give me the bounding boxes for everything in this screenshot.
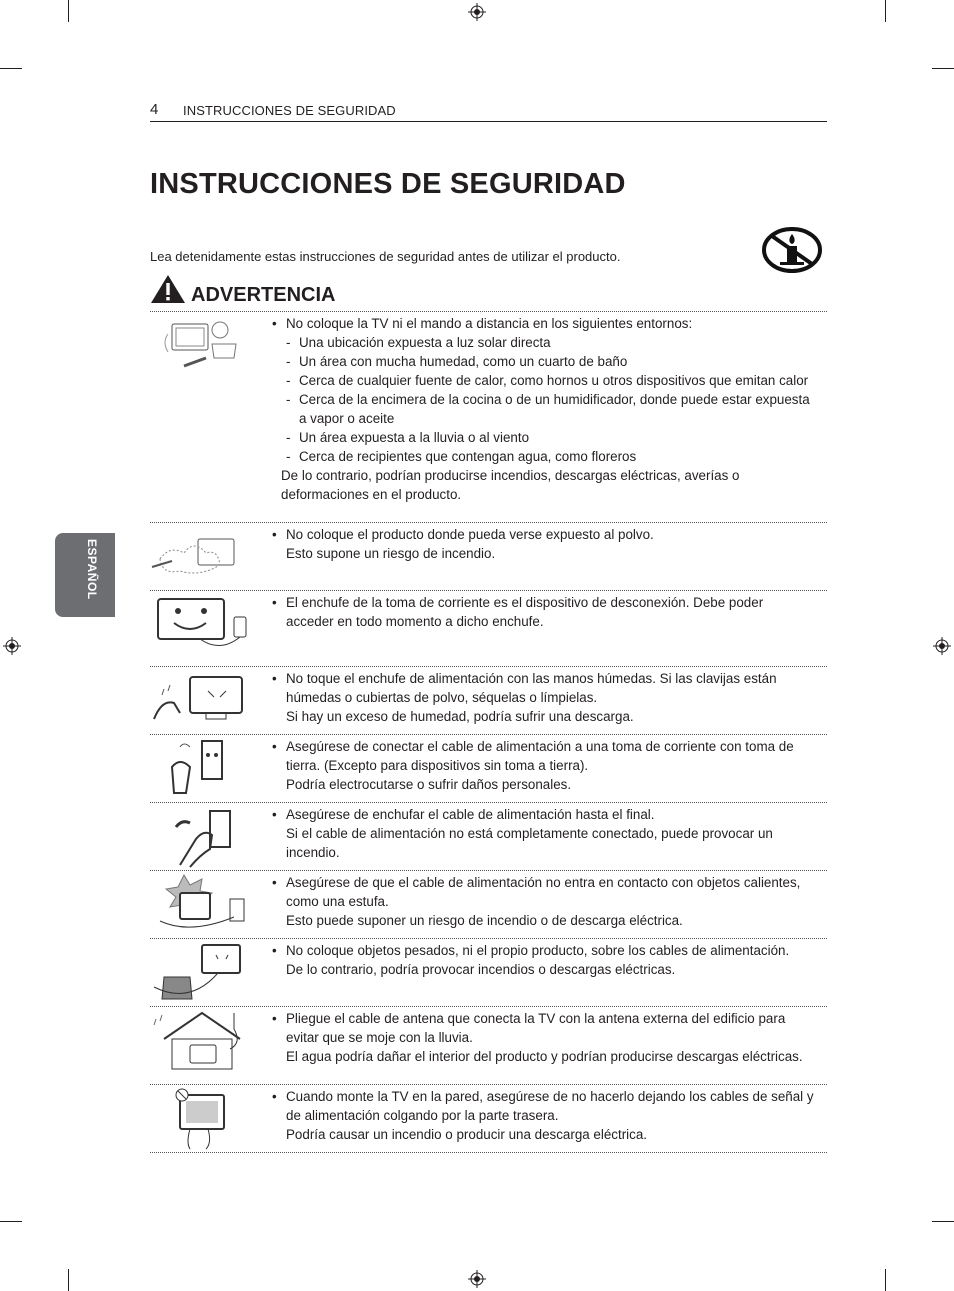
- warning-consequence: Si hay un exceso de humedad, podría sufrir una descarga.: [286, 709, 634, 724]
- no-candle-icon: [762, 226, 822, 274]
- sub-item: - Un área con mucha humedad, como un cuarto de baño: [269, 352, 814, 371]
- warning-consequence: El agua podría dañar el interior del producto y podrían producirse descargas eléctricas.: [286, 1049, 803, 1064]
- plug-disconnect-illustration-icon: [150, 593, 250, 657]
- crop-mark: [932, 1221, 954, 1222]
- warning-row: [150, 803, 827, 871]
- warning-list: [150, 311, 827, 1153]
- warning-text: [269, 591, 814, 631]
- warning-text: [269, 523, 814, 563]
- warning-consequence: De lo contrario, podría provocar incendios o descargas eléctricas.: [286, 962, 676, 977]
- warning-row: [150, 871, 827, 939]
- language-tab-label: ESPAÑOL: [85, 539, 99, 600]
- warning-text: [269, 1085, 814, 1144]
- language-tab: [55, 533, 115, 617]
- crop-mark: [885, 1269, 886, 1291]
- warning-row: [150, 735, 827, 803]
- crop-mark: [68, 0, 69, 22]
- warning-text: [269, 1007, 814, 1066]
- sub-item: - Cerca de cualquier fuente de calor, como hornos u otros dispositivos que emitan calor: [269, 371, 814, 390]
- warning-text: [269, 871, 814, 930]
- wet-hands-illustration-icon: [150, 669, 250, 733]
- plug-insert-illustration-icon: [150, 805, 250, 869]
- hot-objects-illustration-icon: [150, 873, 250, 937]
- warning-row: [150, 591, 827, 667]
- crop-mark: [0, 68, 22, 69]
- warning-consequence: Podría electrocutarse o sufrir daños personales.: [286, 777, 572, 792]
- registration-mark-icon: [3, 637, 21, 655]
- warning-consequence: Podría causar un incendio o producir una descarga eléctrica.: [286, 1127, 648, 1142]
- warning-text: [269, 735, 814, 794]
- crop-mark: [885, 0, 886, 22]
- bullet-text: • Asegúrese de enchufar el cable de alimentación hasta el final.: [269, 805, 814, 824]
- page-number: 4: [150, 101, 159, 118]
- warning-row: [150, 939, 827, 1007]
- intro-text: Lea detenidamente estas instrucciones de seguridad antes de utilizar el producto.: [150, 249, 621, 264]
- warning-row: [150, 1085, 827, 1153]
- warning-row: [150, 523, 827, 591]
- bullet-text: • Asegúrese de que el cable de alimentación no entra en contacto con objetos calientes, como una estufa.: [269, 873, 814, 911]
- warning-triangle-icon: [150, 274, 186, 304]
- registration-mark-icon: [468, 1270, 486, 1288]
- bullet-text: • Asegúrese de conectar el cable de alimentación a una toma de corriente con toma de tierra. (Excepto para dispositivos sin toma a tierra).: [269, 737, 814, 775]
- dust-illustration-icon: [150, 525, 250, 589]
- warning-consequence: De lo contrario, podrían producirse incendios, descargas eléctricas, averías o deformaciones en el producto.: [281, 468, 740, 502]
- page-header: [150, 101, 827, 122]
- registration-mark-icon: [933, 637, 951, 655]
- warning-consequence: Esto puede suponer un riesgo de incendio o de descarga eléctrica.: [286, 913, 683, 928]
- crop-mark: [0, 1221, 22, 1222]
- warning-text: [269, 939, 814, 979]
- registration-mark-icon: [468, 3, 486, 21]
- crop-mark: [68, 1269, 69, 1291]
- warning-text: [269, 803, 814, 862]
- bullet-text: • No toque el enchufe de alimentación con las manos húmedas. Si las clavijas están húmedas o cubiertas de polvo, séquelas o límpielas.: [269, 669, 814, 707]
- grounded-outlet-illustration-icon: [150, 737, 250, 801]
- bullet-text: • Cuando monte la TV en la pared, asegúrese de no hacerlo dejando los cables de señal y de alimentación colgando por la parte trasera.: [269, 1087, 814, 1125]
- sub-item: - Una ubicación expuesta a luz solar directa: [269, 333, 814, 352]
- bullet-text: • Pliegue el cable de antena que conecta la TV con la antena externa del edificio para evitar que se moje con la lluvia.: [269, 1009, 814, 1047]
- warning-text: [269, 312, 814, 504]
- sub-item: - Cerca de recipientes que contengan agua, como floreros: [269, 447, 814, 466]
- heavy-objects-illustration-icon: [150, 941, 250, 1005]
- page-title: INSTRUCCIONES DE SEGURIDAD: [150, 168, 626, 200]
- warning-consequence: Si el cable de alimentación no está completamente conectado, puede provocar un incendio.: [286, 826, 773, 860]
- bullet-text: • No coloque el producto donde pueda verse expuesto al polvo.: [269, 525, 814, 544]
- sub-item: - Cerca de la encimera de la cocina o de un humidificador, donde puede estar expuesta a vapor o aceite: [269, 390, 814, 428]
- bullet-text: • No coloque objetos pesados, ni el propio producto, sobre los cables de alimentación.: [269, 941, 814, 960]
- bullet-text: • No coloque la TV ni el mando a distancia en los siguientes entornos:: [269, 314, 814, 333]
- antenna-cable-illustration-icon: [150, 1009, 250, 1073]
- crop-mark: [932, 68, 954, 69]
- warning-row: [150, 1007, 827, 1085]
- warning-heading: ADVERTENCIA: [191, 284, 336, 306]
- warning-consequence: Esto supone un riesgo de incendio.: [286, 546, 496, 561]
- wall-mount-cables-illustration-icon: [150, 1087, 250, 1151]
- tv-environment-illustration-icon: [150, 314, 250, 378]
- warning-row: [150, 312, 827, 523]
- sub-item: - Un área expuesta a la lluvia o al viento: [269, 428, 814, 447]
- bullet-text: • El enchufe de la toma de corriente es el dispositivo de desconexión. Debe poder acceder en todo momento a dicho enchufe.: [269, 593, 814, 631]
- running-head: INSTRUCCIONES DE SEGURIDAD: [183, 103, 396, 118]
- warning-row: [150, 667, 827, 735]
- warning-text: [269, 667, 814, 726]
